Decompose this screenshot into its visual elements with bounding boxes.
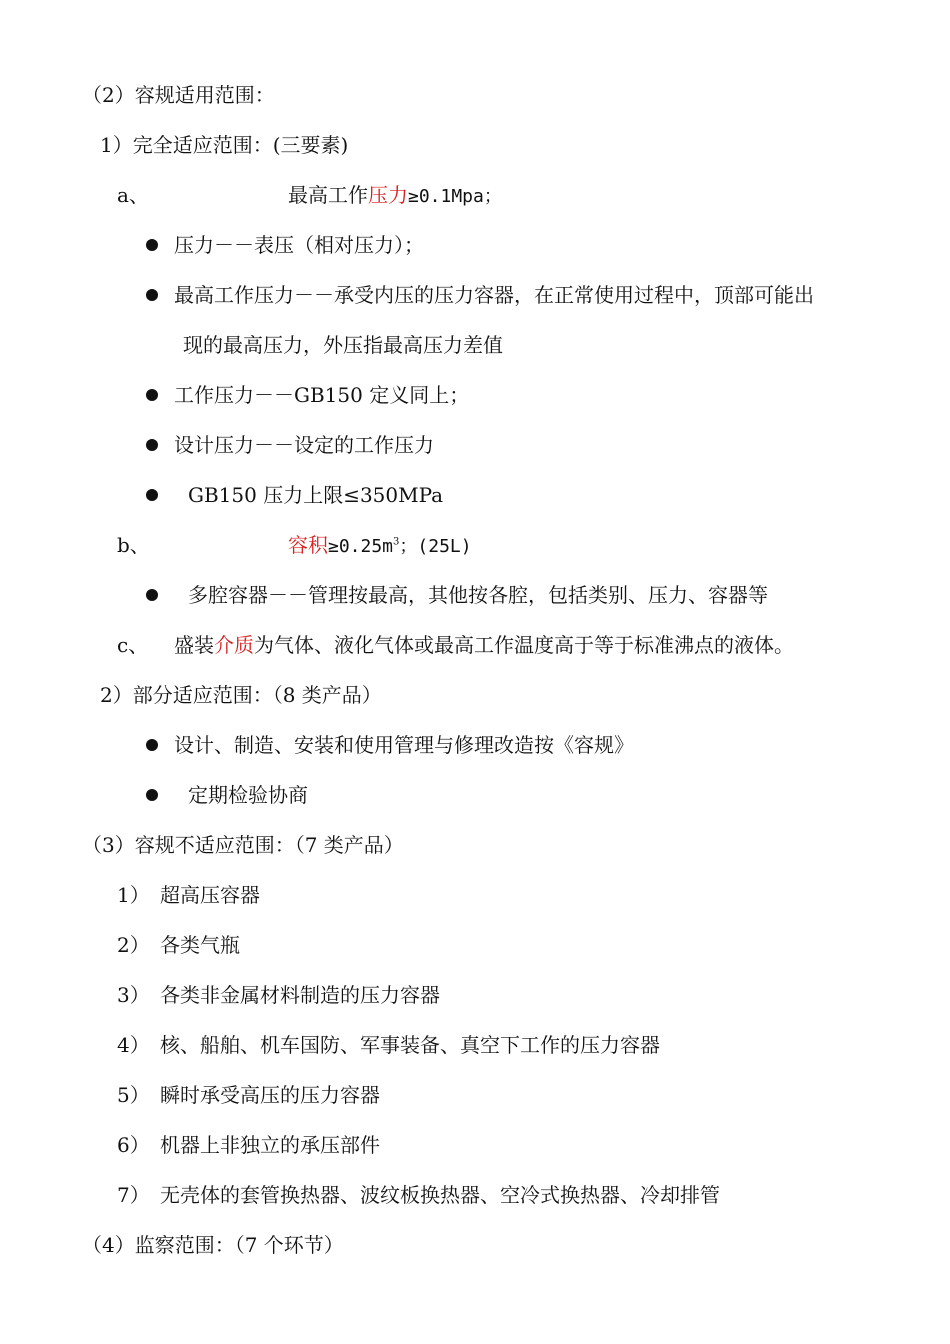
item-b-label: b、: [117, 533, 150, 557]
list-item: 各类气瓶: [160, 933, 240, 957]
item-c-text: [174, 630, 794, 660]
bullet-icon: [146, 389, 158, 401]
list-item: 瞬时承受高压的压力容器: [160, 1083, 380, 1107]
item-a-bullet-3: 工作压力－－GB150 定义同上；: [174, 383, 470, 407]
item-b-text: [288, 530, 472, 560]
item-b-text-post: ≥0.25m: [328, 536, 394, 557]
partial-bullet-1: 设计、制造、安装和使用管理与修理改造按《容规》: [174, 733, 634, 757]
item-a-text: [288, 180, 502, 210]
section-3-heading: （3）容规不适应范围：（7 类产品）: [82, 833, 404, 857]
bullet-icon: [146, 289, 158, 301]
bullet-icon: [146, 489, 158, 501]
list-item: 超高压容器: [160, 883, 260, 907]
list-item-number: 3）: [117, 983, 150, 1007]
item-a-bullet-1: 压力－－表压（相对压力）；: [174, 233, 424, 257]
item-a-bullet-5: GB150 压力上限≤350MPa: [188, 483, 444, 507]
item-c-highlight: 介质: [214, 633, 254, 657]
list-item: 机器上非独立的承压部件: [160, 1133, 380, 1157]
bullet-icon: [146, 439, 158, 451]
item-a-text-pre: 最高工作: [288, 183, 368, 207]
partial-bullet-2: 定期检验协商: [188, 783, 308, 807]
item-b-bullet-1: 多腔容器－－管理按最高，其他按各腔，包括类别、压力、容器等: [188, 583, 768, 607]
list-item-number: 5）: [117, 1083, 150, 1107]
bullet-icon: [146, 739, 158, 751]
item-a-bullet-2-line-1: 最高工作压力－－承受内压的压力容器，在正常使用过程中，顶部可能出: [174, 283, 814, 307]
item-c-label: c、: [117, 633, 149, 657]
item-a-highlight: 压力: [368, 183, 408, 207]
section-2-heading: （2）容规适用范围：: [82, 83, 275, 107]
item-c-text-pre: 盛装: [174, 633, 214, 657]
list-item: 核、船舶、机车国防、军事装备、真空下工作的压力容器: [160, 1033, 660, 1057]
bullet-icon: [146, 789, 158, 801]
list-item: 各类非金属材料制造的压力容器: [160, 983, 440, 1007]
bullet-icon: [146, 589, 158, 601]
list-item: 无壳体的套管换热器、波纹板换热器、空冷式换热器、冷却排管: [160, 1183, 720, 1207]
list-item-number: 7）: [117, 1183, 150, 1207]
list-item-number: 6）: [117, 1133, 150, 1157]
item-a-label: a、: [117, 183, 149, 207]
item-b-highlight: 容积: [288, 533, 328, 557]
subsection-2-2-heading: 2）部分适应范围：（8 类产品）: [100, 683, 382, 707]
list-item-number: 1）: [117, 883, 150, 907]
item-c-text-post: 为气体、液化气体或最高工作温度高于等于标准沸点的液体。: [254, 633, 794, 657]
section-4-heading: （4）监察范围：（7 个环节）: [82, 1233, 344, 1257]
item-b-superscript: 3: [393, 536, 400, 548]
item-b-text-tail: ；(25L): [399, 536, 472, 557]
list-item-number: 2）: [117, 933, 150, 957]
subsection-2-1-heading: 1）完全适应范围：(三要素): [100, 133, 349, 157]
item-a-bullet-4: 设计压力－－设定的工作压力: [174, 433, 434, 457]
bullet-icon: [146, 239, 158, 251]
item-a-text-post: ≥0.1Mpa；: [408, 186, 502, 207]
item-a-bullet-2-line-2: 现的最高压力，外压指最高压力差值: [183, 333, 503, 357]
list-item-number: 4）: [117, 1033, 150, 1057]
